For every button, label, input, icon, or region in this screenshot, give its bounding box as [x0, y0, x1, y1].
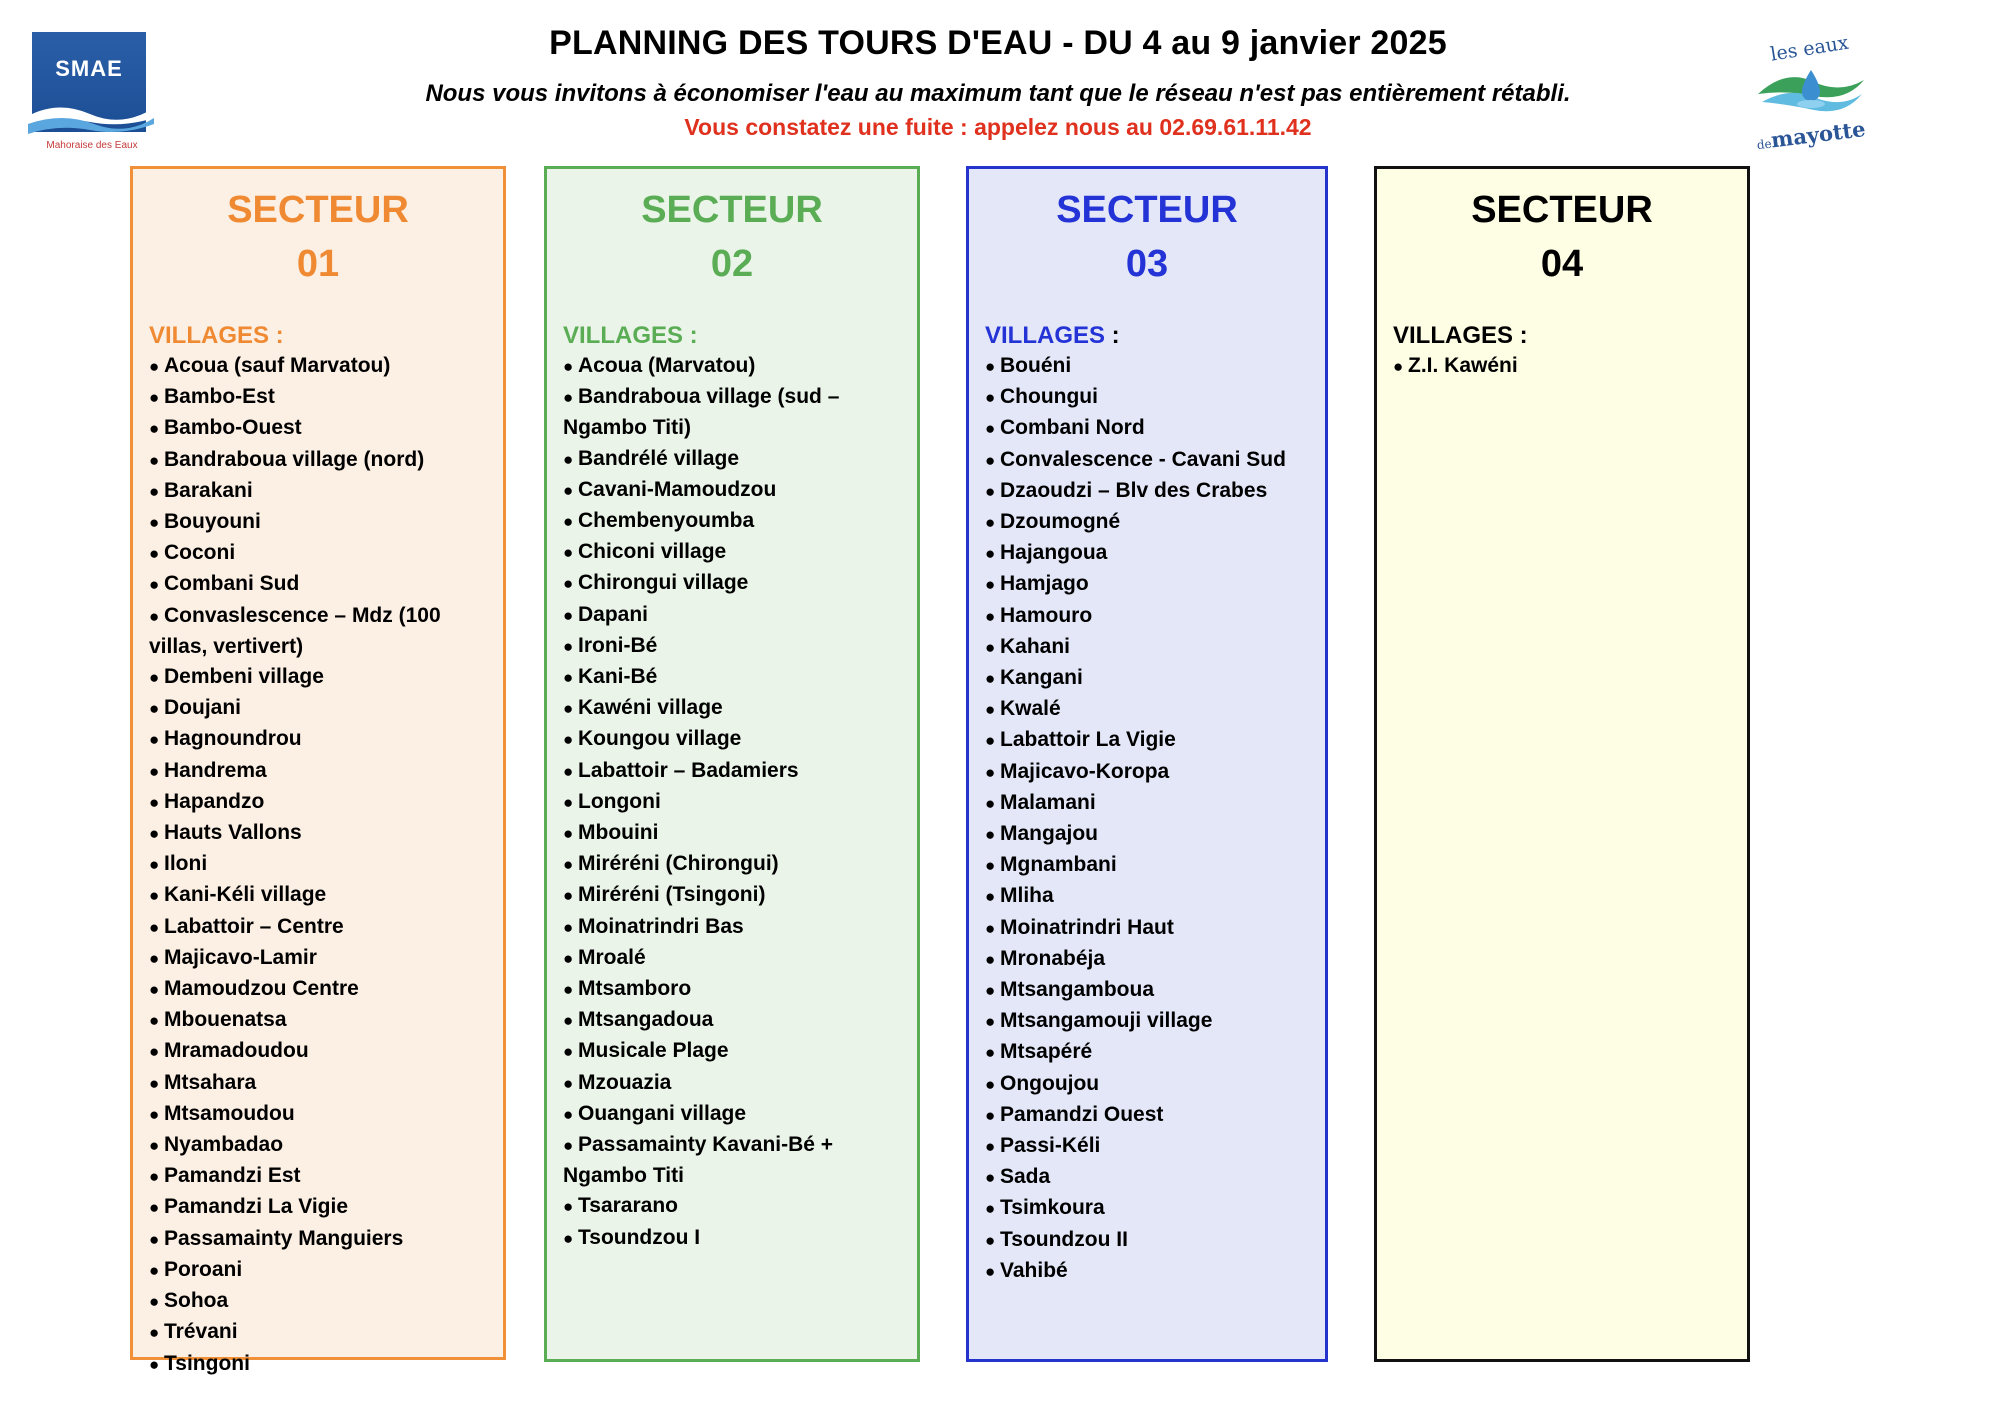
village-item: ● Hagnoundrou: [149, 724, 487, 755]
village-item: ● Majicavo-Koropa: [985, 757, 1309, 788]
mayotte-logo-name-text: mayotte: [1769, 116, 1867, 153]
village-item: ● Bouéni: [985, 351, 1309, 382]
village-item: ● Sohoa: [149, 1286, 487, 1317]
sector-01-panel: [130, 166, 506, 1375]
smae-logo-text: SMAE: [55, 56, 123, 81]
village-item: ● Dzaoudzi – Blv des Crabes: [985, 476, 1309, 507]
village-item: ● Bouyouni: [149, 507, 487, 538]
village-item: ● Kwalé: [985, 694, 1309, 725]
smae-logo-caption: Mahoraise des Eaux: [46, 140, 138, 151]
village-item: ● Handrema: [149, 756, 487, 787]
village-item: ● Mtsamoudou: [149, 1099, 487, 1130]
page-title: PLANNING DES TOURS D'EAU - DU 4 au 9 janvier 2025: [549, 24, 1447, 62]
village-item: ● Mliha: [985, 881, 1309, 912]
sector-04-panel: [1374, 166, 1750, 1362]
village-item: ● Kangani: [985, 663, 1309, 694]
villages-label: [985, 321, 1309, 351]
village-item: ● Koungou village: [563, 724, 901, 755]
village-item: ● Hauts Vallons: [149, 818, 487, 849]
village-item: ● Miréréni (Chirongui): [563, 849, 901, 880]
village-item: ● Mgnambani: [985, 850, 1309, 881]
village-item: ● Bandraboua village (sud – Ngambo Titi): [563, 382, 901, 443]
village-item: ● Passamainty Manguiers: [149, 1224, 487, 1255]
village-item: ● Mamoudzou Centre: [149, 974, 487, 1005]
smae-wave-icon: [28, 94, 154, 138]
village-item: ● Ongoujou: [985, 1069, 1309, 1100]
village-item: ● Hajangoua: [985, 538, 1309, 569]
village-item: ● Mbouini: [563, 818, 901, 849]
sector-heading: [1393, 183, 1731, 291]
village-item: ● Mbouenatsa: [149, 1005, 487, 1036]
village-item: ● Vahibé: [985, 1256, 1309, 1287]
sector-heading-label: SECTEUR: [641, 189, 823, 231]
village-item: ● Bambo-Ouest: [149, 413, 487, 444]
village-item: ● Mangajou: [985, 819, 1309, 850]
villages-label-word: VILLAGES: [985, 322, 1106, 349]
village-item: ● Dembeni village: [149, 662, 487, 693]
village-item: ● Moinatrindri Bas: [563, 912, 901, 943]
village-item: ● Pamandzi La Vigie: [149, 1192, 487, 1223]
village-item: ● Kawéni village: [563, 693, 901, 724]
villages-label-colon: :: [1105, 322, 1120, 349]
village-item: ● Dapani: [563, 600, 901, 631]
village-item: ● Miréréni (Tsingoni): [563, 880, 901, 911]
sector-heading-label: SECTEUR: [227, 189, 409, 231]
village-list: [985, 351, 1309, 1287]
village-item: ● Mtsapéré: [985, 1037, 1309, 1068]
village-item: ● Tsararano: [563, 1191, 901, 1222]
village-item: ● Acoua (sauf Marvatou): [149, 351, 487, 382]
sector-heading-number: 04: [1540, 243, 1584, 285]
village-item: ● Labattoir – Badamiers: [563, 756, 901, 787]
village-list: [1393, 351, 1731, 382]
sector-heading-number: 01: [296, 243, 340, 285]
village-item: ● Ouangani village: [563, 1099, 901, 1130]
village-item: ● Iloni: [149, 849, 487, 880]
village-item: ● Mtsangadoua: [563, 1005, 901, 1036]
village-item: ● Pamandzi Ouest: [985, 1100, 1309, 1131]
village-item: ● Sada: [985, 1162, 1309, 1193]
village-item: ● Barakani: [149, 476, 487, 507]
village-item: ● Z.I. Kawéni: [1393, 351, 1731, 382]
village-item: ● Coconi: [149, 538, 487, 569]
village-item: ● Longoni: [563, 787, 901, 818]
village-item: ● Kani-Kéli village: [149, 880, 487, 911]
village-item: ● Combani Sud: [149, 569, 487, 600]
village-item: ● Acoua (Marvatou): [563, 351, 901, 382]
leak-alert-notice: Vous constatez une fuite : appelez nous au 02.69.61.11.42: [684, 114, 1312, 140]
village-item: ● Hapandzo: [149, 787, 487, 818]
village-item: ● Dzoumogné: [985, 507, 1309, 538]
village-item: ● Nyambadao: [149, 1130, 487, 1161]
village-item: ● Tsimkoura: [985, 1193, 1309, 1224]
sector-02-panel: [544, 166, 920, 1362]
villages-label: VILLAGES :: [149, 322, 284, 349]
village-item: ● Labattoir – Centre: [149, 912, 487, 943]
village-item: ● Chembenyoumba: [563, 506, 901, 537]
village-item: ● Tsoundzou I: [563, 1223, 901, 1254]
sector-heading-label: SECTEUR: [1056, 189, 1238, 231]
village-list: [149, 351, 487, 1380]
smae-logo: [32, 32, 152, 156]
village-item: ● Mtsangamboua: [985, 975, 1309, 1006]
village-item: ● Mronabéja: [985, 944, 1309, 975]
sector-heading: [563, 183, 901, 291]
village-item: ● Passi-Kéli: [985, 1131, 1309, 1162]
village-item: ● Convaslescence – Mdz (100 villas, vertivert): [149, 601, 487, 662]
village-item: ● Convalescence - Cavani Sud: [985, 445, 1309, 476]
village-item: ● Chirongui village: [563, 568, 901, 599]
les-eaux-de-mayotte-logo: [1750, 31, 1870, 156]
sector-heading-number: 02: [710, 243, 754, 285]
mayotte-logo-top-text: les eaux: [1768, 31, 1851, 66]
village-item: ● Kahani: [985, 632, 1309, 663]
village-item: ● Mtsamboro: [563, 974, 901, 1005]
mayotte-logo-de-text: de: [1756, 136, 1773, 153]
sector-heading: [149, 183, 487, 291]
village-item: ● Moinatrindri Haut: [985, 913, 1309, 944]
village-item: ● Chiconi village: [563, 537, 901, 568]
village-item: ● Pamandzi Est: [149, 1161, 487, 1192]
village-item: ● Majicavo-Lamir: [149, 943, 487, 974]
village-item: ● Hamjago: [985, 569, 1309, 600]
village-item: ● Tsoundzou II: [985, 1225, 1309, 1256]
village-item: ● Mtsahara: [149, 1068, 487, 1099]
village-item: ● Choungui: [985, 382, 1309, 413]
village-item: ● Passamainty Kavani-Bé + Ngambo Titi: [563, 1130, 901, 1191]
village-item: ● Labattoir La Vigie: [985, 725, 1309, 756]
village-item: ● Mroalé: [563, 943, 901, 974]
villages-label: VILLAGES :: [1393, 322, 1528, 349]
village-list: [563, 351, 901, 1254]
village-item: ● Combani Nord: [985, 413, 1309, 444]
sector-heading-number: 03: [1125, 243, 1169, 285]
villages-label: VILLAGES :: [563, 322, 698, 349]
village-item: ● Bambo-Est: [149, 382, 487, 413]
village-item: ● Doujani: [149, 693, 487, 724]
village-item: ● Malamani: [985, 788, 1309, 819]
sector-heading: [985, 183, 1309, 291]
village-item: ● Trévani: [149, 1317, 487, 1348]
village-item: ● Hamouro: [985, 601, 1309, 632]
village-item: ● Ironi-Bé: [563, 631, 901, 662]
village-item: ● Poroani: [149, 1255, 487, 1286]
village-item: ● Mtsangamouji village: [985, 1006, 1309, 1037]
village-item: ● Mzouazia: [563, 1068, 901, 1099]
water-drop-icon: [1756, 64, 1866, 124]
village-item: ● Cavani-Mamoudzou: [563, 475, 901, 506]
sector-03-panel: [966, 166, 1328, 1362]
page-subtitle: Nous vous invitons à économiser l'eau au maximum tant que le réseau n'est pas entièrement rétabli.: [425, 80, 1571, 107]
village-item: ● Kani-Bé: [563, 662, 901, 693]
village-item: ● Musicale Plage: [563, 1036, 901, 1067]
village-item: ● Bandrélé village: [563, 444, 901, 475]
sector-heading-label: SECTEUR: [1471, 189, 1653, 231]
village-item: ● Mramadoudou: [149, 1036, 487, 1067]
village-item: ● Tsingoni: [149, 1349, 487, 1380]
village-item: ● Bandraboua village (nord): [149, 445, 487, 476]
